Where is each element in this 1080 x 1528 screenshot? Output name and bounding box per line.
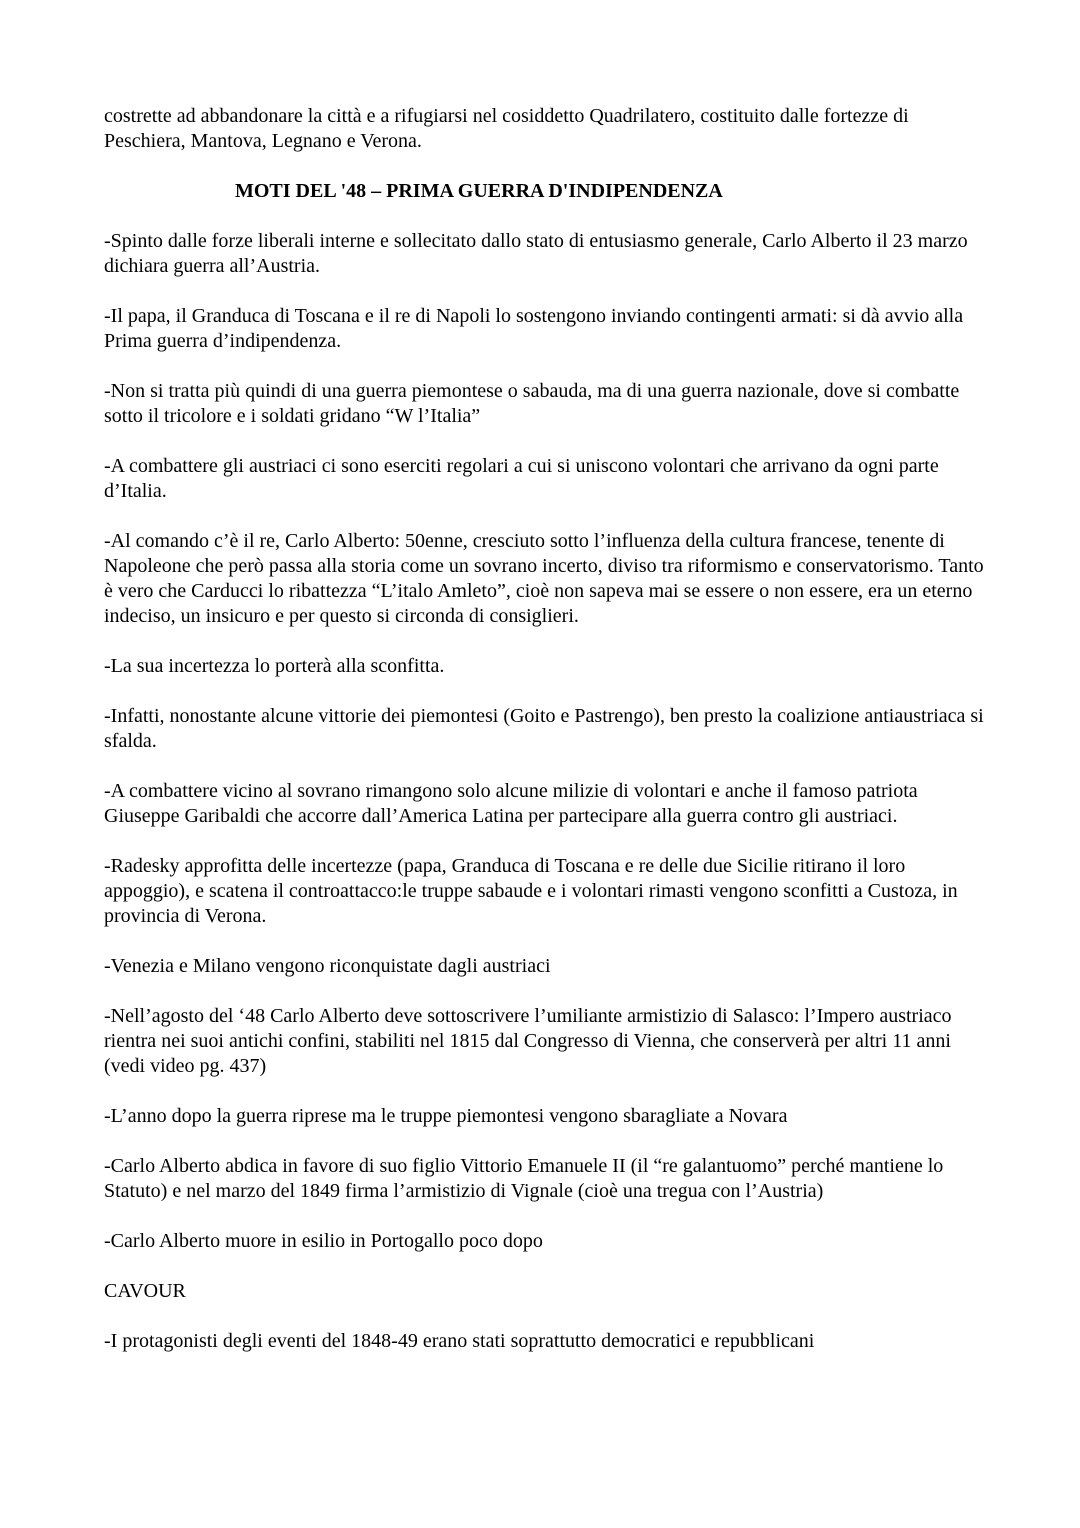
paragraph: -Il papa, il Granduca di Toscana e il re di Napoli lo sostengono inviando contingenti armati: si dà avvio alla Prima guerra d’indipendenza.	[104, 305, 964, 352]
paragraph: -Infatti, nonostante alcune vittorie dei piemontesi (Goito e Pastrengo), ben presto la coalizione antiaustriaca si sfalda.	[104, 705, 984, 752]
paragraph: -Spinto dalle forze liberali interne e sollecitato dallo stato di entusiasmo generale, Carlo Alberto il 23 marzo dichiara guerra all’Austria.	[104, 230, 968, 277]
document-page	[104, 104, 984, 1379]
paragraph: -Carlo Alberto muore in esilio in Portogallo poco dopo	[104, 1230, 543, 1252]
paragraph: -Venezia e Milano vengono riconquistate dagli austriaci	[104, 955, 551, 977]
paragraph: -A combattere gli austriaci ci sono eserciti regolari a cui si uniscono volontari che arrivano da ogni parte d’Italia.	[104, 455, 939, 502]
paragraph: -Non si tratta più quindi di una guerra piemontese o sabauda, ma di una guerra nazionale, dove si combatte sotto il tricolore e i soldati gridano “W l’Italia”	[104, 380, 960, 427]
paragraph: -L’anno dopo la guerra riprese ma le truppe piemontesi vengono sbaragliate a Novara	[104, 1105, 788, 1127]
paragraph: -A combattere vicino al sovrano rimangono solo alcune milizie di volontari e anche il famoso patriota Giuseppe Garibaldi che accorre dall’America Latina per partecipare alla guerra contro gli austriaci.	[104, 780, 918, 827]
paragraph: -Carlo Alberto abdica in favore di suo figlio Vittorio Emanuele II (il “re galantuomo” perché mantiene lo Statuto) e nel marzo del 1849 firma l’armistizio di Vignale (cioè una tregua con l’Austria)	[104, 1155, 944, 1202]
section-heading: MOTI DEL '48 – PRIMA GUERRA D'INDIPENDENZA	[235, 180, 723, 202]
intro-paragraph: costrette ad abbandonare la città e a rifugiarsi nel cosiddetto Quadrilatero, costituito dalle fortezze di Peschiera, Mantova, Legnano e Verona.	[104, 105, 909, 152]
closing-paragraph: -I protagonisti degli eventi del 1848-49 erano stati soprattutto democratici e repubblicani	[104, 1330, 815, 1352]
paragraph: -Radesky approfitta delle incertezze (papa, Granduca di Toscana e re delle due Sicilie ritirano il loro appoggio), e scatena il controattacco:le truppe sabaude e i volontari rimasti vengono sconfitti a Custoza, in provincia di Verona.	[104, 855, 958, 927]
paragraph: -La sua incertezza lo porterà alla sconfitta.	[104, 655, 445, 677]
section-title: CAVOUR	[104, 1280, 186, 1302]
paragraph: -Al comando c’è il re, Carlo Alberto: 50enne, cresciuto sotto l’influenza della cultura francese, tenente di Napoleone che però passa alla storia come un sovrano incerto, diviso tra riformismo e conservatorismo. Tanto è vero che Carducci lo ribattezza “L’italo Amleto”, cioè non sapeva mai se essere o non essere, era un eterno indeciso, un insicuro e per questo si circonda di consiglieri.	[104, 530, 984, 627]
paragraph: -Nell’agosto del ‘48 Carlo Alberto deve sottoscrivere l’umiliante armistizio di Salasco: l’Impero austriaco rientra nei suoi antichi confini, stabiliti nel 1815 dal Congresso di Vienna, che conserverà per altri 11 anni (vedi video pg. 437)	[104, 1005, 952, 1077]
